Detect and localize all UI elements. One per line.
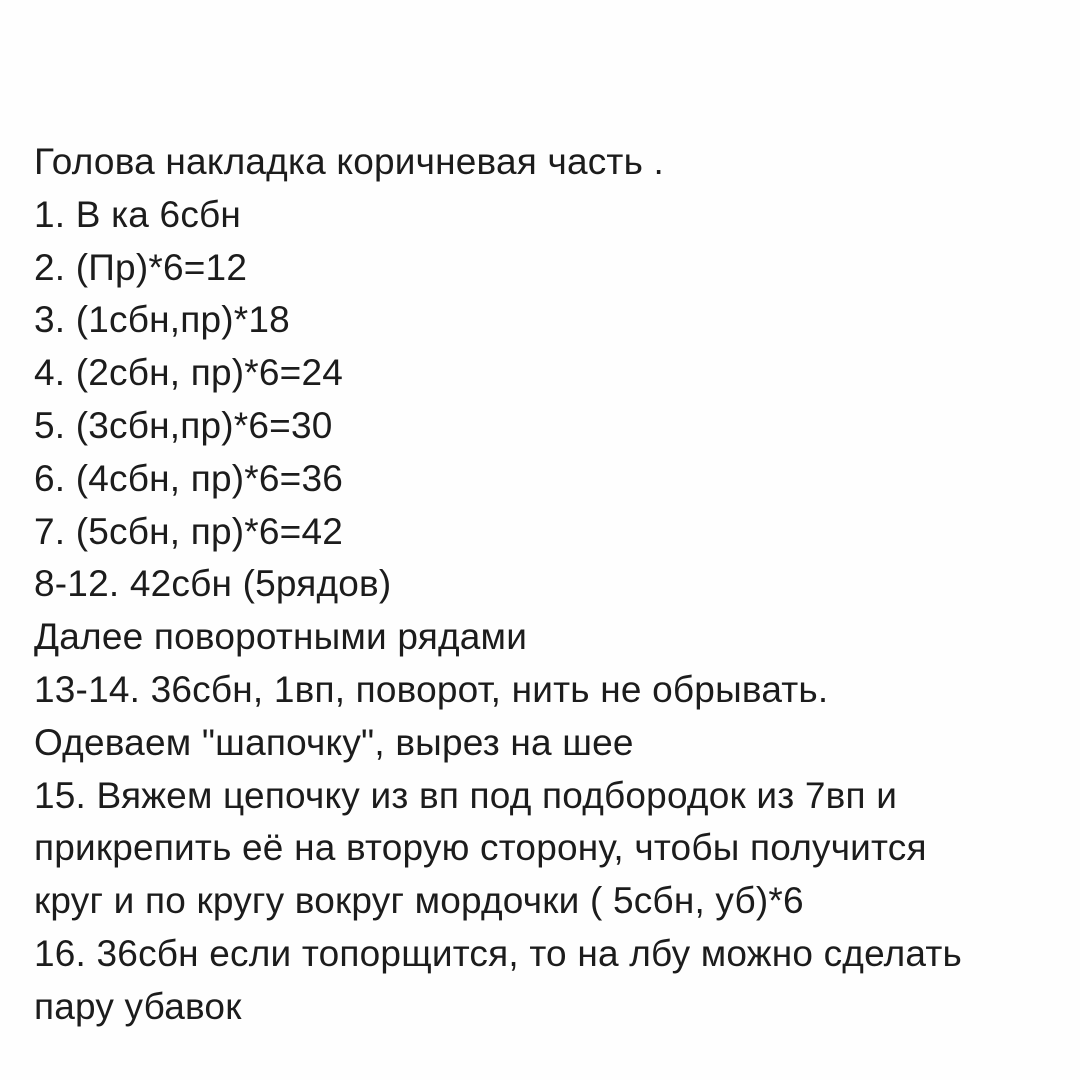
row-16-line-1: 16. 36сбн если топорщится, то на лбу можно сделать [34,932,963,974]
pattern-title: Голова накладка коричневая часть . [34,141,665,182]
row-2: 2. (Пр)*6=12 [34,246,248,288]
row-15-line-2: прикрепить её на вторую сторону, чтобы получится [34,827,927,869]
row-5: 5. (3сбн,пр)*6=30 [34,404,333,446]
hat-note: Одеваем "шапочку", вырез на шее [34,721,634,763]
row-1: 1. В ка 6сбн [34,193,242,235]
row-6: 6. (4сбн, пр)*6=36 [34,457,343,499]
pattern-text [34,136,1054,1034]
row-3: 3. (1сбн,пр)*18 [34,299,290,341]
turning-rows-note: Далее поворотными рядами [34,616,528,658]
row-15-line-3: круг и по кругу вокруг мордочки ( 5сбн, уб)*6 [34,880,804,922]
row-7: 7. (5сбн, пр)*6=42 [34,510,343,552]
rows-8-12: 8-12. 42сбн (5рядов) [34,563,392,605]
row-16-line-2: пару убавок [34,985,242,1027]
rows-13-14: 13-14. 36сбн, 1вп, поворот, нить не обрывать. [34,668,829,710]
row-15-line-1: 15. Вяжем цепочку из вп под подбородок из 7вп и [34,774,898,816]
row-4: 4. (2сбн, пр)*6=24 [34,352,343,394]
